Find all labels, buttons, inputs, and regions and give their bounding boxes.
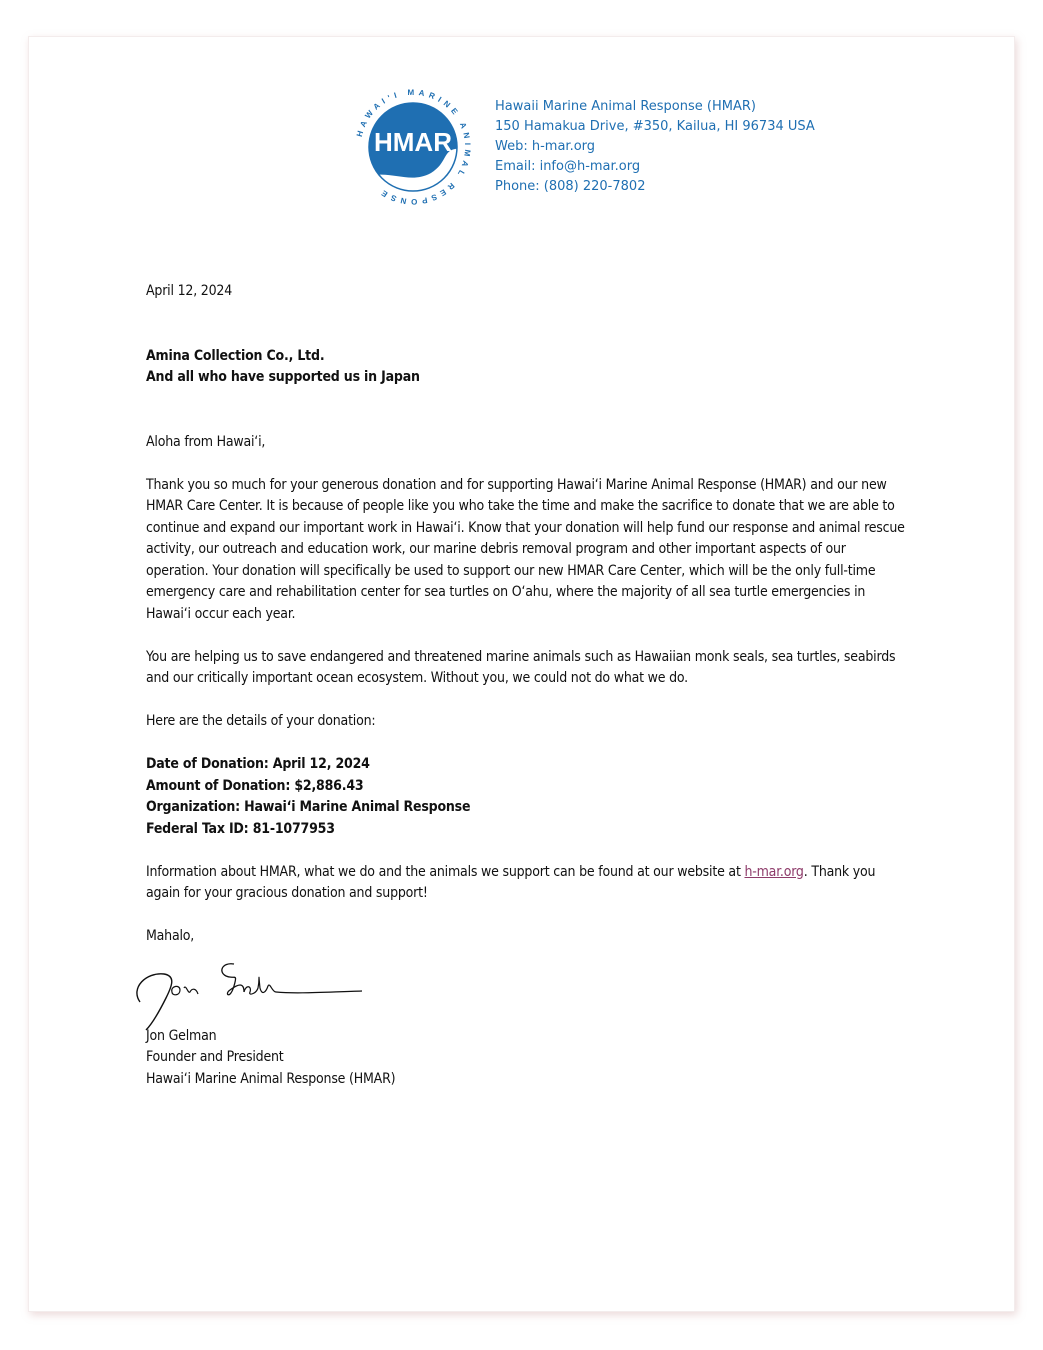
logo-ring-text: HAWAI'I MARINE ANIMAL RESPONSE: [354, 87, 473, 207]
donation-date: Date of Donation: April 12, 2024: [146, 756, 370, 772]
signer-name: Jon Gelman: [146, 1027, 217, 1044]
recipient-line-1: Amina Collection Co., Ltd.: [146, 347, 325, 364]
letter-page: [28, 36, 1015, 1312]
paragraph-helping: You are helping us to save endangered and threatened marine animals such as Hawaiian monk seals, sea turtles, seabirds and our critically important ocean ecosystem. Without you, we could not do what we do.: [146, 648, 896, 686]
greeting: Aloha from Hawai‘i,: [146, 433, 266, 450]
signer-organization: Hawai‘i Marine Animal Response (HMAR): [146, 1070, 396, 1087]
paragraph-thanks: Thank you so much for your generous donation and for supporting Hawai‘i Marine Animal Response (HMAR) and our new HMAR Care Center. It is because of people like you who take the time and make the sacrifice to donate that we are able to continue and expand our important work in Hawai‘i. Know that your donation will help fund our response and animal rescue activity, our outreach and education work, our marine debris removal program and other important aspects of our operation. Your donation will specifically be used to support our new HMAR Care Center, which will be the only full-time emergency care and rehabilitation center for sea turtles on O‘ahu, where the majority of all sea turtle emergencies in Hawai‘i occur each year.: [146, 476, 905, 622]
info-text-after-link: . Thank you again for your gracious donation and support!: [146, 863, 876, 901]
donation-amount: Amount of Donation: $2,886.43: [146, 777, 364, 794]
letter-date: April 12, 2024: [146, 283, 233, 299]
info-text-before-link: Information about HMAR, what we do and the animals we support can be found at our website at: [146, 863, 745, 880]
closing: Mahalo,: [146, 928, 195, 944]
logo-center-text: HMAR: [374, 127, 452, 157]
signer-title: Founder and President: [146, 1049, 284, 1065]
federal-tax-id: Federal Tax ID: 81-1077953: [146, 820, 335, 837]
org-phone: Phone: (808) 220-7802: [495, 179, 646, 194]
org-contact-info: [495, 97, 815, 197]
letterhead: [351, 85, 815, 209]
website-link[interactable]: h-mar.org: [744, 863, 804, 880]
recipient-line-2: And all who have supported us in Japan: [146, 369, 420, 385]
donation-organization: Organization: Hawai‘i Marine Animal Response: [146, 799, 471, 815]
info-paragraph: [146, 862, 906, 905]
org-name: Hawaii Marine Animal Response (HMAR): [495, 99, 756, 114]
letter-body: [146, 281, 906, 1090]
org-email: Email: info@h-mar.org: [495, 159, 641, 174]
hmar-logo-icon: [351, 85, 475, 209]
details-intro: Here are the details of your donation:: [146, 713, 376, 729]
org-address: 150 Hamakua Drive, #350, Kailua, HI 96734 USA: [495, 119, 815, 134]
org-web: Web: h-mar.org: [495, 139, 596, 154]
signature-icon: [126, 952, 366, 1032]
